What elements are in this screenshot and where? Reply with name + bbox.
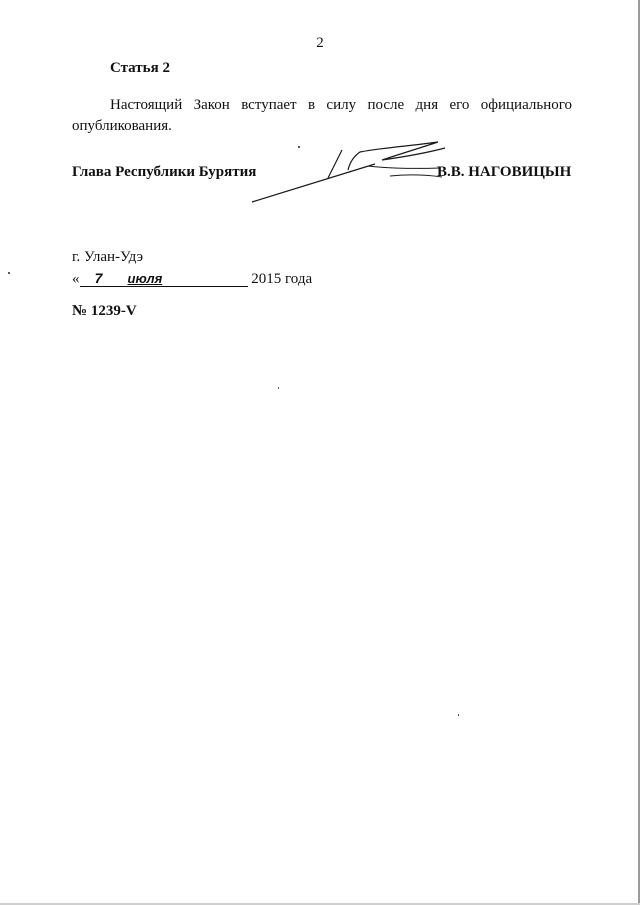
date-day: 7 xyxy=(80,270,118,287)
article-title: Статья 2 xyxy=(110,60,170,76)
article-body-line-1: Настоящий Закон вступает в силу после дня его официального xyxy=(110,97,572,113)
signer-name: В.В. НАГОВИЦЫН xyxy=(437,164,572,180)
signer-title: Глава Республики Бурятия xyxy=(72,164,257,180)
date-open-quote: « xyxy=(72,271,80,287)
handwritten-signature xyxy=(250,140,450,208)
date-line xyxy=(72,270,312,288)
scan-speck xyxy=(8,272,10,274)
date-year: 2015 года xyxy=(251,271,313,287)
page-number: 2 xyxy=(316,35,324,51)
article-body xyxy=(72,95,572,137)
article-body-line-2: опубликования. xyxy=(72,118,172,134)
scan-speck xyxy=(298,146,300,148)
scan-speck xyxy=(278,387,279,389)
scan-speck xyxy=(458,714,459,716)
date-month: июля xyxy=(118,271,248,287)
city: г. Улан-Удэ xyxy=(72,249,144,265)
document-number: № 1239-V xyxy=(72,303,137,319)
